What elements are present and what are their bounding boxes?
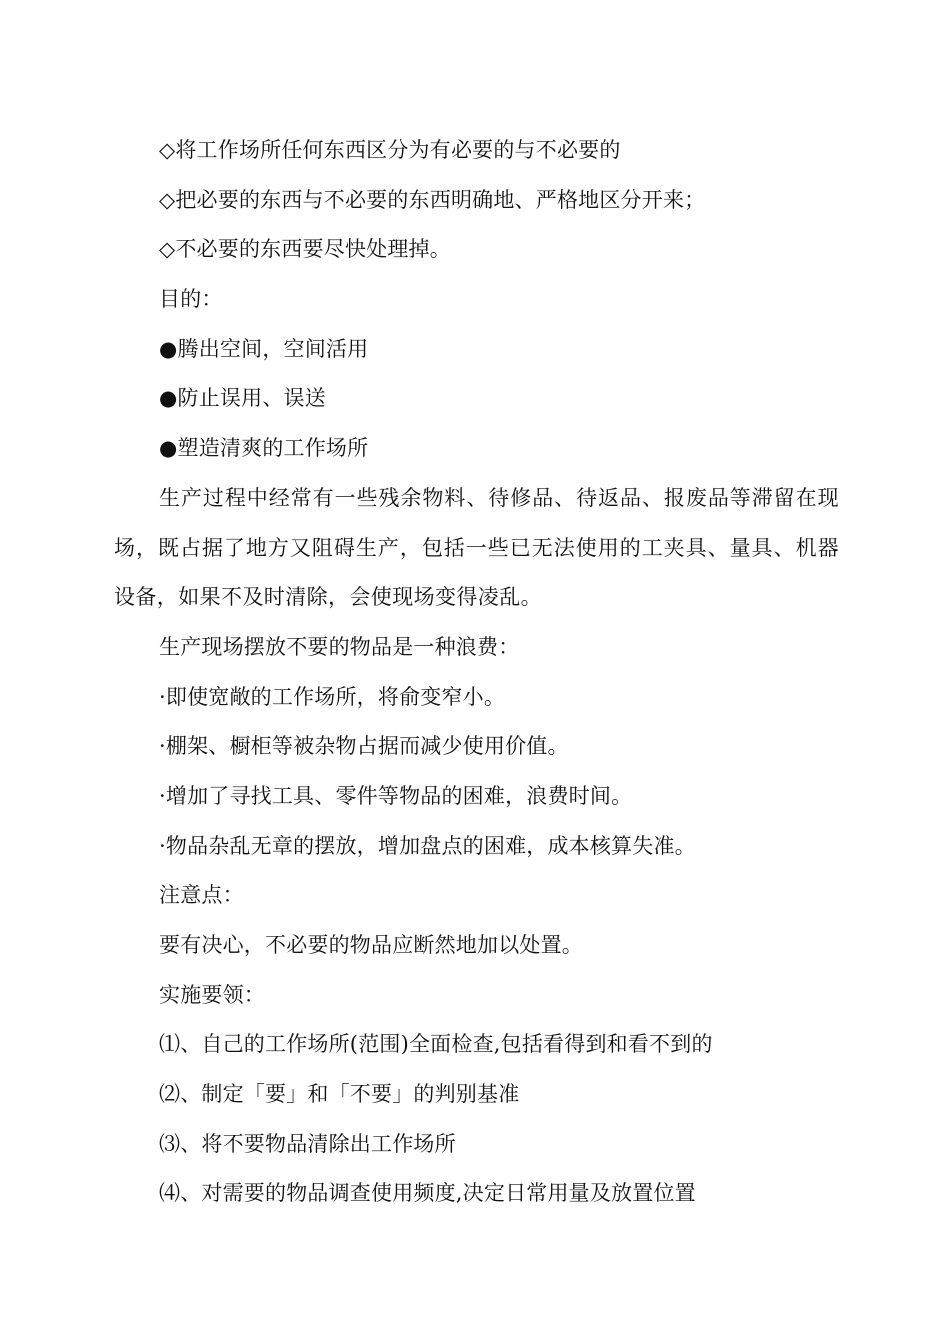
bullet-item: ●腾出空间，空间活用	[159, 336, 369, 361]
numbered-step: ⑷、对需要的物品调查使用频度,决定日常用量及放置位置	[159, 1181, 696, 1206]
list-item: ·即使宽敞的工作场所，将俞变窄小。	[159, 684, 506, 709]
section-heading-purpose: 目的：	[159, 287, 223, 312]
numbered-step: ⑴、自己的工作场所(范围)全面检查,包括看得到和看不到的	[159, 1032, 713, 1057]
text-line: 生产现场摆放不要的物品是一种浪费：	[159, 634, 520, 659]
list-item: ·棚架、橱柜等被杂物占据而减少使用价值。	[159, 734, 569, 759]
text-line: ◇将工作场所任何东西区分为有必要的与不必要的	[159, 138, 621, 162]
text-line: ◇把必要的东西与不必要的东西明确地、严格地区分开来；	[159, 187, 706, 212]
section-heading-notes: 注意点：	[159, 883, 244, 908]
numbered-step: ⑵、制定「要」和「不要」的判别基准	[159, 1082, 520, 1107]
numbered-step: ⑶、将不要物品清除出工作场所	[159, 1131, 456, 1156]
list-item: ·增加了寻找工具、零件等物品的困难，浪费时间。	[159, 783, 633, 808]
bullet-item: ●塑造清爽的工作场所	[159, 436, 369, 461]
list-item: ·物品杂乱无章的摆放，增加盘点的困难，成本核算失准。	[159, 833, 696, 858]
section-heading-steps: 实施要领：	[159, 982, 265, 1007]
document-body	[114, 126, 839, 1219]
text-line: 要有决心，不必要的物品应断然地加以处置。	[159, 933, 583, 958]
body-paragraph: 生产过程中经常有一些残余物料、待修品、待返品、报废品等滞留在现场，既占据了地方又阻碍生产，包括一些已无法使用的工夹具、量具、机器设备，如果不及时清除，会使现场变得凌乱。	[114, 485, 839, 610]
text-line: ◇不必要的东西要尽快处理掉。	[159, 237, 451, 262]
bullet-item: ●防止误用、误送	[159, 386, 326, 411]
